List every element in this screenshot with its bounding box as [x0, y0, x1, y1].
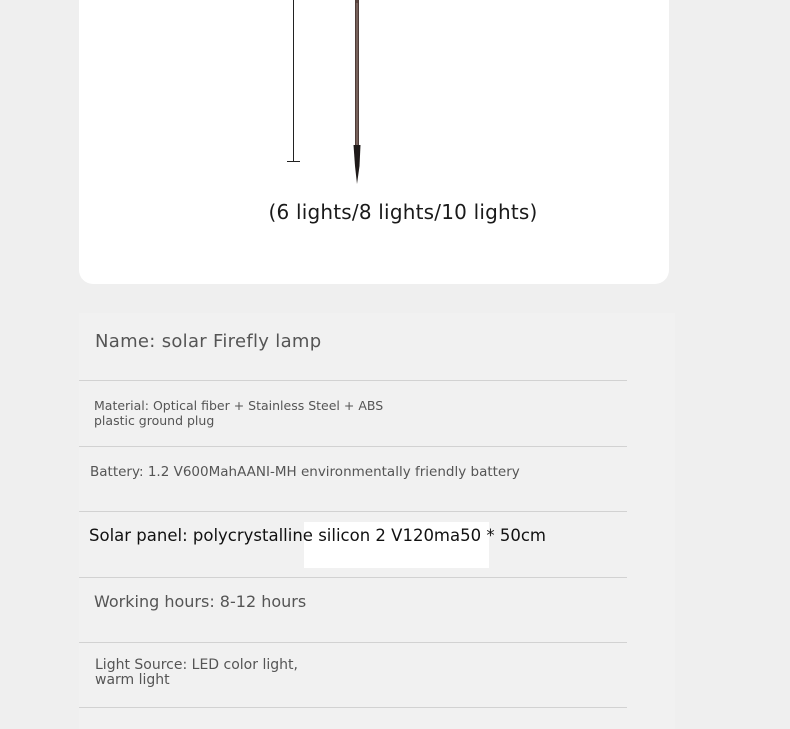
spec-battery-text: Battery: 1.2 V600MahAANI-MH environmentally friendly battery	[90, 464, 520, 480]
dimension-line	[293, 0, 294, 161]
spec-row-material	[79, 381, 627, 447]
spec-row-battery	[79, 447, 627, 512]
spec-working-hours-text: Working hours: 8-12 hours	[94, 592, 307, 611]
spec-row-light-source	[79, 643, 627, 708]
spec-name-text: Name: solar Firefly lamp	[95, 331, 322, 352]
product-image-card	[79, 0, 669, 284]
spec-row-next	[79, 708, 627, 729]
spec-material-text: Material: Optical fiber + Stainless Steel + ABS plastic ground plug	[94, 398, 384, 428]
spec-light-source-text: Light Source: LED color light, warm light	[95, 657, 298, 688]
spec-row-name	[79, 313, 627, 381]
spec-row-solar-panel	[79, 512, 627, 578]
spec-row-working-hours	[79, 578, 627, 643]
light-count-caption: (6 lights/8 lights/10 lights)	[268, 200, 538, 224]
dimension-tick	[287, 161, 300, 162]
lamp-stake-image	[349, 0, 369, 185]
spec-solar-panel-text: Solar panel: polycrystalline silicon 2 V120ma50 * 50cm	[89, 526, 546, 545]
